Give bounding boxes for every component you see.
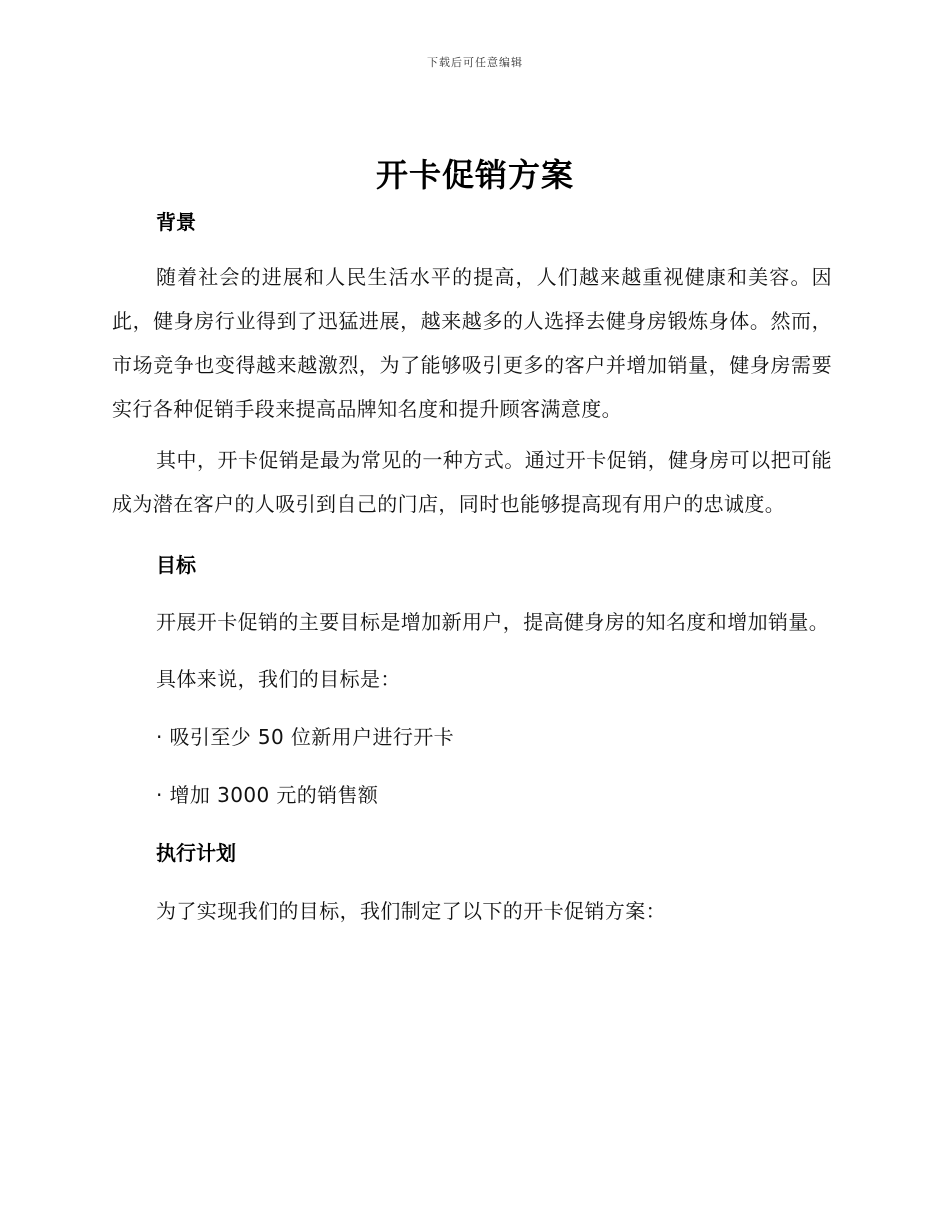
paragraph-plan-intro: 为了实现我们的目标，我们制定了以下的开卡促销方案： — [156, 899, 666, 923]
section-heading-goal: 目标 — [156, 553, 196, 577]
paragraph-goal-1: 开展开卡促销的主要目标是增加新用户，提高健身房的知名度和增加销量。 — [156, 610, 830, 634]
document-title: 开卡促销方案 — [375, 156, 574, 194]
section-heading-plan: 执行计划 — [156, 841, 236, 865]
document-body — [112, 205, 832, 928]
paragraph-background-2: 其中，开卡促销是最为常见的一种方式。通过开卡促销，健身房可以把可能成为潜在客户的人吸引到自己的门店，同时也能够提高现有用户的忠诚度。 — [112, 448, 832, 516]
header-note: 下载后可任意编辑 — [427, 56, 523, 69]
paragraph-background-1: 随着社会的进展和人民生活水平的提高，人们越来越重视健康和美容。因此，健身房行业得到了迅猛进展，越来越多的人选择去健身房锻炼身体。然而，市场竞争也变得越来越激烈，为了能够吸引更多的客户并增加销量，健身房需要实行各种促销手段来提高品牌知名度和提升顾客满意度。 — [112, 265, 832, 421]
paragraph-goal-intro: 具体来说，我们的目标是： — [156, 667, 401, 691]
list-item-goal-1: · 吸引至少 50 位新用户进行开卡 — [156, 725, 455, 749]
list-item-goal-2: · 增加 3000 元的销售额 — [156, 783, 379, 807]
section-heading-background: 背景 — [156, 210, 196, 234]
